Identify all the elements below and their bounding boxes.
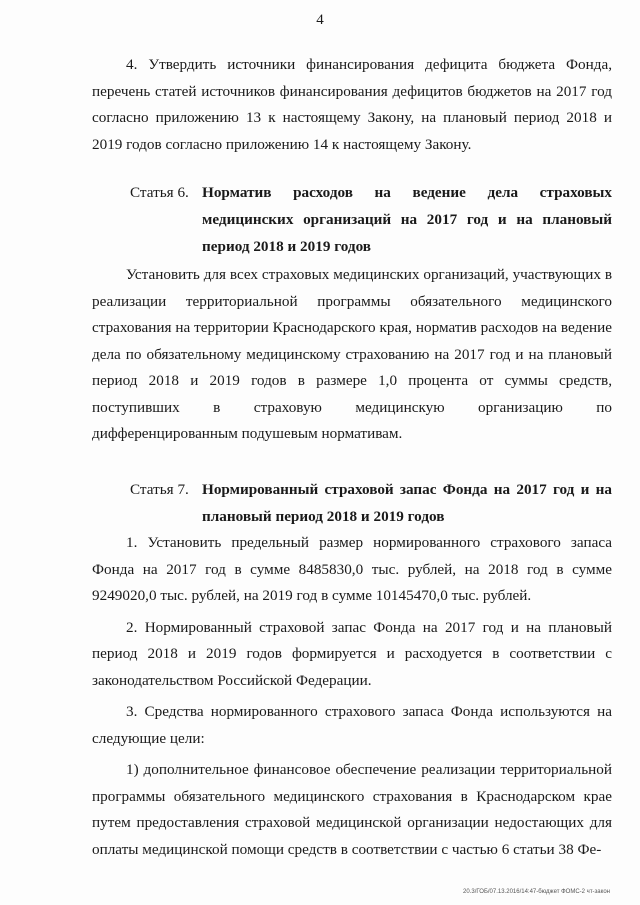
- article-6-body: [92, 262, 612, 448]
- page-number: 4: [316, 12, 324, 28]
- footer-stamp: 20.3/ГОБ/07.13.2016/14:47-бюджет ФОМС-2 чт-закон: [463, 889, 610, 895]
- article-7-paragraph-2: 2. Нормированный страховой запас Фонда на 2017 год и на плановый период 2018 и 2019 годов формируется и расходуется в соответствии с законодательством Российской Федерации.: [92, 618, 612, 689]
- article-7-paragraph-1: 1. Установить предельный размер нормированного страхового запаса Фонда на 2017 год в сумме 8485830,0 тыс. рублей, на 2018 год в сумме 9249020,0 тыс. рублей, на 2019 год в сумме 10145470,0 тыс. рублей.: [92, 534, 612, 604]
- article-6-label: Статья 6.: [130, 184, 189, 201]
- article-7-paragraph-4: 1) дополнительное финансовое обеспечение реализации территориальной программы обязательного медицинского страхования в Краснодарском крае путем предоставления страховой медицинской организации недостающих для оплаты медицинской помощи средств в соответствии с частью 6 статьи 38 Фе-: [92, 761, 612, 858]
- paragraph-item-4: [92, 52, 612, 158]
- article-6-title: Норматив расходов на ведение дела страховых медицинских организаций на 2017 год и на плановый период 2018 и 2019 годов: [202, 184, 612, 255]
- article-7-heading: [130, 476, 612, 530]
- article-7-label: Статья 7.: [130, 481, 189, 498]
- article-6-heading: [130, 179, 612, 260]
- article-7-paragraph-3: 3. Средства нормированного страхового запаса Фонда используются на следующие цели:: [92, 703, 612, 747]
- article-6-paragraph: Установить для всех страховых медицинских организаций, участвующих в реализации территориальной программы обязательного медицинского страхования на территории Краснодарского края, норматив расходов на ведение дела по обязательному медицинскому страхованию на 2017 год и на плановый период 2018 и 2019 годов в размере 1,0 процента от суммы средств, поступивших в страховую медицинскую организацию по дифференцированным подушевым нормативам.: [92, 266, 612, 442]
- item-4-text: 4. Утвердить источники финансирования дефицита бюджета Фонда, перечень статей источников финансирования дефицитов бюджетов на 2017 год согласно приложению 13 к настоящему Закону, на плановый период 2018 и 2019 годов согласно приложению 14 к настоящему Закону.: [92, 56, 612, 153]
- article-7-body: [92, 530, 612, 863]
- article-7-title: Нормированный страховой запас Фонда на 2017 год и на плановый период 2018 и 2019 годов: [202, 481, 612, 525]
